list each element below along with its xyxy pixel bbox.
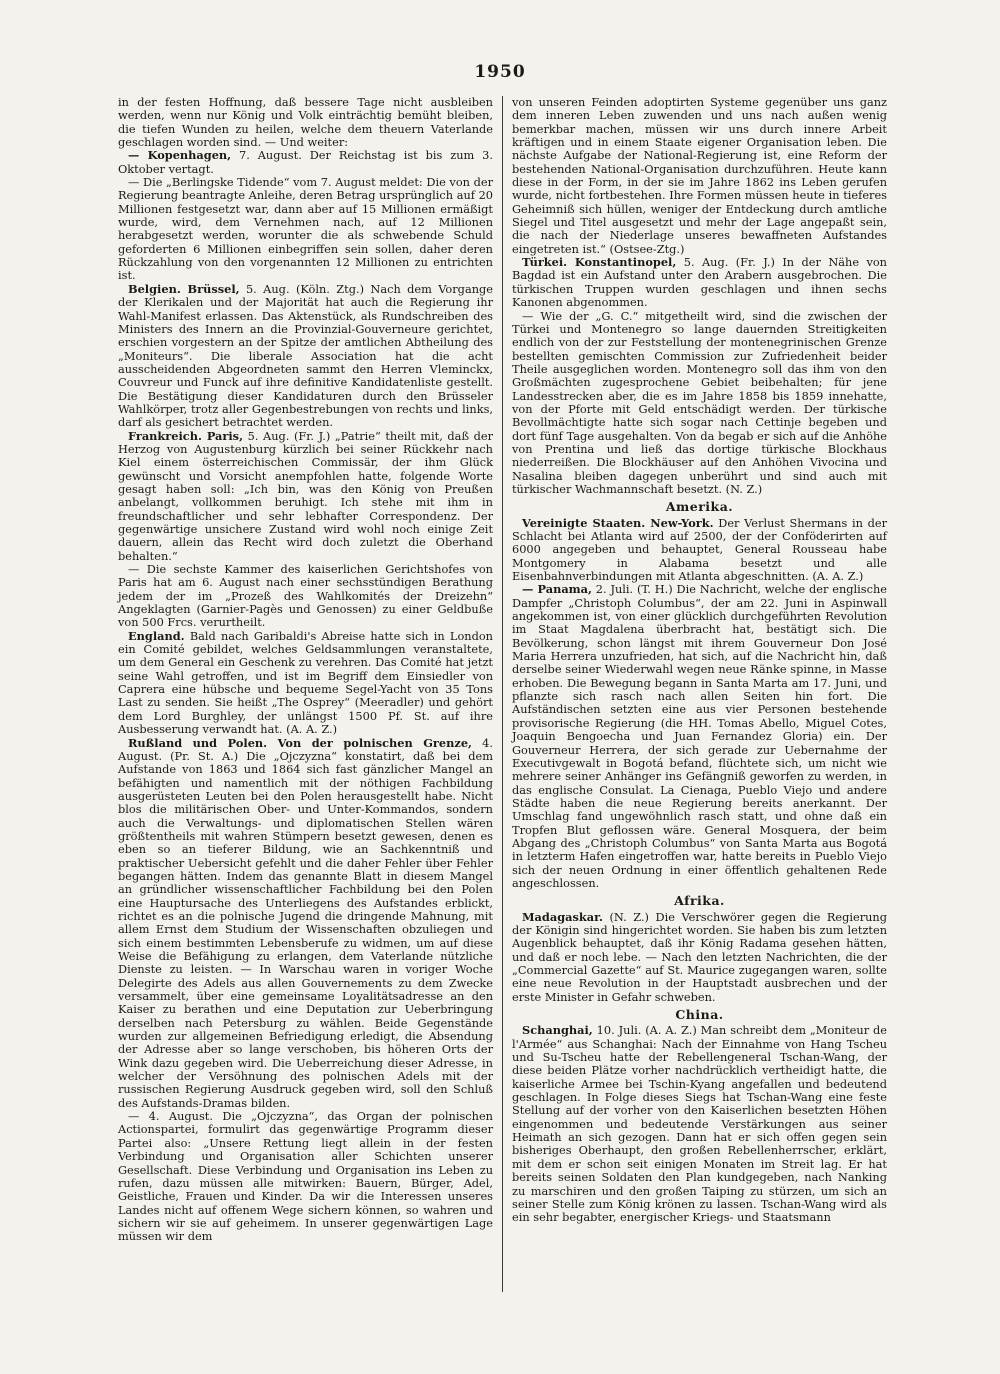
- section-heading-amerika: Amerika.: [665, 499, 734, 515]
- dateline-paragraph: [118, 737, 493, 1111]
- right-column: [512, 96, 887, 1225]
- country-name: England.: [128, 628, 185, 643]
- dateline-paragraph: [512, 256, 887, 309]
- paragraph-text: (N. Z.) Die Verschwörer gegen die Regierung der Königin sind hingerichtet worden. Sie haben bis zum letzten Augenblick behauptet, daß ihr König Radama gesehen hätten, und daß er noch lebe. — Nach den letzten Nachrichten, die der „Commercial Gazette“ auf St. Maurice zugegangen waren, sollte eine neue Revolution in der Hauptstadt ausbrechen und der erste Minister in Gefahr schweben.: [512, 909, 887, 1004]
- country-name: Frankreich.: [128, 428, 202, 443]
- column-divider: [502, 96, 503, 1292]
- place-name: — Panama,: [522, 582, 592, 597]
- paragraph: in der festen Hoffnung, daß bessere Tage nicht ausbleiben werden, wenn nur König und Volk einträchtig bemüht bleiben, die tiefen Wunden zu heilen, welche dem theuern Vaterlande geschlagen worden sind. — Und weiter:: [118, 95, 493, 150]
- country-name: Belgien.: [128, 281, 181, 296]
- paragraph-text: 10. Juli. (A. A. Z.) Man schreibt dem „Moniteur de l'Armée“ aus Schanghai: Nach der Einnahme von Hang Tscheu und Su-Tscheu hatte der Rebellengeneral Tschan-Wang, der diese beiden Plätze vorher nachdrücklich vertheidigt hatte, die kaiserliche Armee bei Tschin-Kyang angefallen und bedeutend geschlagen. In Folge dieses Siegs hat Tschan-Wang eine feste Stellung auf der vorher von den Kaiserlichen besetzten Höhen eingenommen und bedeutende Verstärkungen aus seiner Heimath an sich gezogen. Dann hat er sich offen gegen sein bisheriges Oberhaupt, den großen Rebellenherrscher, erklärt, mit dem er schon seit einigen Monaten im Streit lag. Er hat bereits seinen Soldaten den Plan kundgegeben, nach Nanking zu marschiren und den großen Taiping zu stürzen, um sich an seiner Stelle zum König krönen zu lassen. Tschan-Wang wird als ein sehr begabter, energischer Kriegs- und Staatsmann: [512, 1023, 887, 1225]
- paragraph: von unseren Feinden adoptirten Systeme gegenüber uns ganz dem inneren Leben zuwenden und uns nach außen wenig bemerkbar machen, müssen wir uns durch innere Arbeit kräftigen und in einem Staate eigener Organisation leben. Die nächste Aufgabe der National-Regierung ist, eine Reform der bestehenden National-Organisation durchzuführen. Heute kann diese in der Form, in der sie im Jahre 1862 ins Leben gerufen wurde, nicht fortbestehen. Ihre Formen müssen heute in tieferes Geheimniß sich hüllen, weniger der Entdeckung durch amtliche Siegel und Titel ausgesetzt und mehr der Lage angepaßt sein, die nach der Niederlage unseres bewaffneten Aufstandes eingetreten ist.“ (Ostsee-Ztg.): [512, 95, 887, 256]
- paragraph-text: 5. Aug. (Fr. J.) In der Nähe von Bagdad ist ein Aufstand unter den Arabern ausgebrochen. Die türkischen Truppen wurden geschlagen und ihnen sechs Kanonen abgenommen.: [512, 255, 887, 310]
- paragraph: — Wie der „G. C.“ mitgetheilt wird, sind die zwischen der Türkei und Montenegro so lange dauernden Streitigkeiten endlich von der zur Feststellung der montenegrinischen Grenze bestellten gemischten Commission zur Zufriedenheit beider Theile ausgeglichen worden. Montenegro soll das ihm von den Großmächten zugesprochene Gebiet beibehalten; für jene Landesstrecken aber, die es im Jahre 1858 bis 1859 innehatte, von der Pforte mit Geld entschädigt werden. Der türkische Bevollmächtigte hatte sich sogar nach Cettinje begeben und dort fünf Tage ausgehalten. Von da begab er sich auf die Anhöhe von Prentina und ließ das dortige türkische Blockhaus niederreißen. Die Blockhäuser auf den Anhöhen Vivocina und Nasalina bleiben dagegen unberührt und sind auch mit türkischer Wachmannschaft besetzt. (N. Z.): [512, 308, 887, 496]
- country-name: Vereinigte Staaten.: [522, 515, 646, 530]
- dateline-paragraph: [118, 149, 493, 176]
- place-name: Von der polnischen Grenze,: [267, 735, 472, 750]
- dateline-paragraph: [512, 517, 887, 584]
- paragraph: — Die sechste Kammer des kaiserlichen Gerichtshofes von Paris hat am 6. August nach einer sechsstündigen Berathung jedem der im „Prozeß des Wahlkomités der Dreizehn“ Angeklagten (Garnier-Pagès und Genossen) zu einer Geldbuße von 500 Frcs. verurtheilt.: [118, 562, 493, 630]
- paragraph-text: 7. August. Der Reichstag ist bis zum 3. Oktober vertagt.: [118, 148, 493, 176]
- paragraph-text: 2. Juli. (T. H.) Die Nachricht, welche der englische Dampfer „Christoph Columbus“, der am 22. Juni in Aspinwall angekommen ist, von einer glücklich durchgeführten Revolution im Staat Magdalena überbracht hat, bestätigt sich. Die Bevölkerung, schon längst mit ihrem Gouverneur Don José Maria Herrera unzufrieden, hat sich, auf die Nachricht hin, daß derselbe seiner Wiederwahl wegen neue Ränke spinne, in Masse erhoben. Die Bewegung begann in Santa Marta am 17. Juni, und pflanzte sich rasch nach allen Seiten hin fort. Die Aufständischen setzten eine aus vier Personen bestehende provisorische Regierung (die HH. Tomas Abello, Miguel Cotes, Joaquin Bengoecha und Juan Fernandez Gloria) ein. Der Gouverneur Herrera, der sich gerade zur Uebernahme der Executivgewalt in Bogotá befand, flüchtete sich, um nicht wie mehrere seiner Anhänger ins Gefängniß geworfen zu werden, in das englische Consulat. La Cienaga, Pueblo Viejo und andere Städte haben die neue Regierung bereits anerkannt. Der Umschlag fand ungewöhnlich rasch statt, und ohne daß ein Tropfen Blut geflossen wäre. General Mosquera, der beim Abgang des „Christoph Columbus“ von Santa Marta aus Bogotá in letzterm Hafen eingetroffen war, hatte bereits in Pueblo Viejo sich der neuen Ordnung in einer öffentlich gehaltenen Rede angeschlossen.: [512, 582, 887, 890]
- paragraph-text: Der Verlust Shermans in der Schlacht bei Atlanta wird auf 2500, der der Conföderirten auf 6000 angegeben und behauptet, General Rousseau habe Montgomery in Alabama besetzt und alle Eisenbahnverbindungen mit Atlanta abgeschnitten. (A. A. Z.): [512, 515, 887, 584]
- place-name: Brüssel,: [180, 281, 240, 296]
- place-name: Konstantinopel,: [567, 255, 677, 270]
- section-heading-afrika: Afrika.: [674, 893, 725, 909]
- place-name: Paris,: [201, 428, 244, 443]
- dateline-paragraph: [512, 911, 887, 1004]
- paragraph-text: 5. Aug. (Köln. Ztg.) Nach dem Vorgange der Klerikalen und der Majorität hat auch die Regierung ihr Wahl-Manifest erlassen. Das Aktenstück, als Rundschreiben des Ministers des Innern an die Provinzial-Gouverneure gerichtet, erschien vorgestern an der Spitze der amtlichen Abtheilung des „Moniteurs“. Die liberale Association hat die acht ausscheidenden Abgeordneten sammt den Herren Vleminckx, Couvreur und Funck auf ihre definitive Kandidatenliste gestellt. Die Bestätigung dieser Kandidaturen durch den Brüsseler Wahlkörper, trotz aller Gegenbestrebungen von rechts und links, darf als gesichert betrachtet werden.: [118, 281, 493, 430]
- left-column: [118, 96, 493, 1244]
- country-name: Madagaskar.: [522, 909, 603, 924]
- page-number: 1950: [474, 62, 526, 82]
- paragraph-text: 5. Aug. (Fr. J.) „Patrie“ theilt mit, daß der Herzog von Augustenburg kürzlich bei seiner Rückkehr nach Kiel einem österreichischen Commissär, der ihm Glück gewünscht und Vorsicht anempfohlen hatte, folgende Worte gesagt haben soll: „Ich bin, was den König von Preußen anbelangt, vollkommen beruhigt. Ich stehe mit ihm in freundschaftlicher und sehr lebhafter Correspondenz. Der gegenwärtige unsichere Zustand wird wohl noch einige Zeit dauern, allein das Recht wird doch zuletzt die Oberhand behalten.“: [118, 428, 493, 563]
- paragraph: — Die „Berlingske Tidende“ vom 7. August meldet: Die von der Regierung beantragte Anleihe, deren Betrag ursprünglich auf 20 Millionen festgesetzt war, dann aber auf 15 Millionen ermäßigt wurde, wird, dem Vernehmen nach, auf 12 Millionen herabgesetzt werden, worunter die als schwebende Schuld geforderten 6 Millionen einbegriffen sein sollen, daher deren Rückzahlung von den vorgenannten 12 Millionen zu entrichten ist.: [118, 175, 494, 283]
- section-heading-china: China.: [675, 1007, 724, 1023]
- paragraph-text: 4. August. (Pr. St. A.) Die „Ojczyzna“ konstatirt, daß bei dem Aufstande von 1863 und 1864 sich fast gänzlicher Mangel an befähigten und namentlich mit der nöthigen Fachbildung ausgerüsteten Leuten bei den Polen herausgestellt habe. Nicht blos die militärischen Ober- und Unter-Kommandos, sondern auch die Verwaltungs- und diplomatischen Stellen wären größtentheils mit wahren Stümpern besetzt gewesen, denen es eben so an tieferer Bildung, wie an Sachkenntniß und praktischer Uebersicht gefehlt und die daher Fehler über Fehler begangen hätten. Indem das genannte Blatt in diesem Mangel an gründlicher wissenschaftlicher Fachbildung bei den Polen eine Hauptursache des Unterliegens des Aufstandes erblickt, richtet es an die polnische Jugend die dringende Mahnung, mit allem Ernst dem Studium der Wissenschaften obzuliegen und sich einem bestimmten Lebensberufe zu widmen, um auf diese Weise die Befähigung zu erlangen, dem Vaterlande nützliche Dienste zu leisten. — In Warschau waren in voriger Woche Delegirte des Adels aus allen Gouvernements zu dem Zwecke versammelt, über eine gemeinsame Loyalitätsadresse an den Kaiser zu berathen und eine Deputation zur Ueberbringung derselben nach Petersburg zu wählen. Beide Gegenstände wurden zur allgemeinen Befriedigung erledigt, die Absendung der Adresse aber so lange verschoben, bis höheren Orts der Wink dazu gegeben wird. Die Ueberreichung dieser Adresse, in welcher der Versöhnung des polnischen Adels mit der russischen Regierung Ausdruck gegeben wird, soll den Schluß des Aufstands-Dramas bilden.: [118, 735, 493, 1110]
- dateline-paragraph: [118, 430, 493, 563]
- country-name: Türkei.: [522, 255, 568, 270]
- place-name: — Kopenhagen,: [128, 148, 232, 163]
- dateline-paragraph: [512, 583, 887, 890]
- place-name: New-York.: [645, 515, 714, 530]
- place-name: Schanghai,: [522, 1023, 593, 1038]
- dateline-paragraph: [118, 283, 493, 430]
- country-name: Rußland und Polen.: [128, 735, 268, 750]
- dateline-paragraph: [512, 1024, 887, 1224]
- paragraph: — 4. August. Die „Ojczyzna“, das Organ der polnischen Actionspartei, formulirt das gegenwärtige Programm dieser Partei also: „Unsere Rettung liegt allein in der festen Verbindung und Organisation aller Schichten unserer Gesellschaft. Diese Verbindung und Organisation ins Leben zu rufen, dazu müssen alle mitwirken: Bauern, Bürger, Adel, Geistliche, Frauen und Kinder. Da wir die Interessen unseres Landes nicht auf offenem Wege sichern können, so wahren und sichern wir sie auf geheimem. In unserer gegenwärtigen Lage müssen wir dem: [118, 1109, 493, 1244]
- paragraph-text: Bald nach Garibaldi's Abreise hatte sich in London ein Comité gebildet, welches Geldsammlungen veranstaltete, um dem General ein Geschenk zu verehren. Das Comité hat jetzt seine Wahl getroffen, und ist im Begriff dem Einsiedler von Caprera eine hübsche und bequeme Segel-Yacht von 35 Tons Last zu senden. Sie heißt „The Osprey“ (Meeradler) und gehört dem Lord Burghley, der unlängst 1500 Pf. St. auf ihre Ausbesserung verwandt hat. (A. A. Z.): [118, 628, 493, 737]
- dateline-paragraph: [118, 630, 493, 737]
